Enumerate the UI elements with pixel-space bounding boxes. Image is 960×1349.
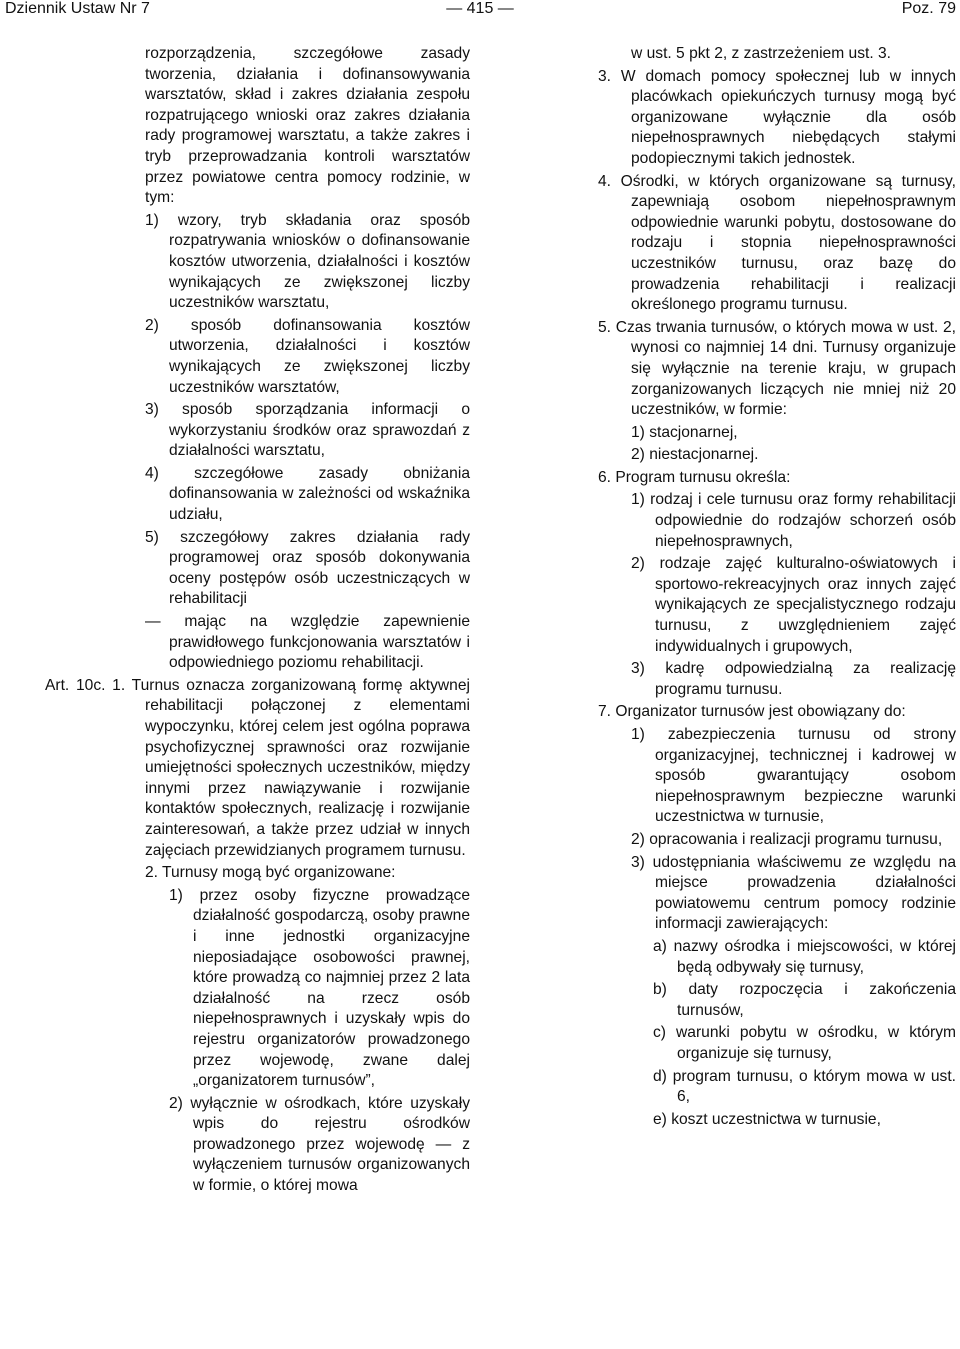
- paragraph-r7-3: 3) udostępniania właściwemu ze względu na miejsce prowadzenia działalności powiatowemu centrum pomocy rodzinie informacji zawierających:: [631, 853, 956, 933]
- paragraph-dash: — mając na względzie zapewnienie prawidłowego funkcjonowania warsztatów i odpowiedniego poziomu rehabilitacji.: [145, 613, 470, 672]
- paragraph-r7-3b: b) daty rozpoczęcia i zakończenia turnusów,: [653, 981, 956, 1019]
- paragraph-r6: 6. Program turnusu określa:: [598, 468, 791, 486]
- paragraph-r7-3e: e) koszt uczestnictwa w turnusie,: [653, 1110, 881, 1128]
- paragraph-r5: 5. Czas trwania turnusów, o których mowa w ust. 2, wynosi co najmniej 14 dni. Turnusy organizuje się wyłącznie na terenie kraju, w grupach zorganizowanych liczących nie mniej niż 20 uczestników, w formie:: [598, 318, 956, 419]
- paragraph-r7: 7. Organizator turnusów jest obowiązany do:: [598, 703, 906, 721]
- page-header: [0, 0, 960, 22]
- paragraph-intro: rozporządzenia, szczegółowe zasady tworzenia, działania i dofinansowywania warsztatów, skład i zakres działania zespołu rozpatrującego wnioski oraz zakres działania rady programowej warsztatu, a także zakres i tryb przeprowadzania kontroli warsztatów przez powiatowe centra pomocy rodzinie, w tym:: [145, 45, 470, 207]
- paragraph-r7-2: 2) opracowania i realizacji programu turnusu,: [631, 830, 943, 848]
- paragraph-l3: 3) sposób sporządzania informacji o wykorzystaniu środków oraz sprawozdań z działalności warsztatu,: [145, 401, 470, 460]
- paragraph-r7-3a: a) nazwy ośrodka i miejscowości, w której będą odbywały się turnusy,: [653, 937, 956, 976]
- paragraph-r0: w ust. 5 pkt 2, z zastrzeżeniem ust. 3.: [631, 45, 891, 62]
- paragraph-r6-2: 2) rodzaje zajęć kulturalno-oświatowych i sportowo-rekreacyjnych oraz innych zajęć wynikających ze specjalistycznego rodzaju turnusu, z uwzględnieniem zajęć indywidualnych i grupowych,: [631, 555, 956, 655]
- paragraph-r5-1: 1) stacjonarnej,: [631, 423, 738, 441]
- journal-title: Dziennik Ustaw Nr 7: [5, 0, 150, 17]
- left-column: [45, 44, 470, 1197]
- paragraph-r3: 3. W domach pomocy społecznej lub w innych placówkach opiekuńczych turnusy mogą być organizowane wyłącznie dla osób niepełnosprawnych niebędących stałymi podopiecznymi takich jednostek.: [598, 67, 956, 167]
- position-number: Poz. 79: [901, 0, 956, 17]
- paragraph-art: Art. 10c. 1. Turnus oznacza zorganizowaną formę aktywnej rehabilitacji połączonej z elementami wypoczynku, której celem jest ogólna poprawa psychofizycznej sprawności oraz rozwijanie umiejętności społecznych uczestników, między innymi przez nawiązywanie i rozwijanie kontaktów społecznych, realizację i rozwijanie zainteresowań, a także przez udział w innych zajęciach przewidzianych programem turnusu.: [45, 676, 470, 859]
- paragraph-p2: 2. Turnusy mogą być organizowane:: [145, 864, 396, 882]
- paragraph-r5-2: 2) niestacjonarnej.: [631, 446, 759, 464]
- page-number: — 415 —: [446, 0, 514, 17]
- paragraph-r6-1: 1) rodzaj i cele turnusu oraz formy rehabilitacji odpowiednie do rodzajów schorzeń osób niepełnosprawnych,: [631, 491, 956, 550]
- paragraph-l5: 5) szczegółowy zakres działania rady programowej oraz sposób dokonywania oceny postępów osób uczestniczących w rehabilitacji: [145, 528, 470, 608]
- paragraph-l1: 1) wzory, tryb składania oraz sposób rozpatrywania wniosków o dofinansowanie kosztów utworzenia, działalności i kosztów wynikających ze zwiększonej liczby uczestników warsztatu,: [145, 211, 470, 312]
- paragraph-r6-3: 3) kadrę odpowiedzialną za realizację programu turnusu.: [631, 660, 956, 698]
- paragraph-r7-1: 1) zabezpieczenia turnusu od strony organizacyjnej, technicznej i kadrowej w sposób gwarantujący osobom niepełnosprawnym bezpieczne warunki uczestnictwa w turnusie,: [631, 726, 956, 826]
- paragraph-l4: 4) szczegółowe zasady obniżania dofinansowania w zależności od wskaźnika udziału,: [145, 464, 470, 524]
- paragraph-p2-1: 1) przez osoby fizyczne prowadzące działalność gospodarczą, osoby prawne i inne jednostki organizacyjne nieposiadające osobowości prawnej, które prowadzą co najmniej przez 2 lata działalność na rzecz osób niepełnosprawnych i uzyskały wpis do rejestru organizatorów prowadzonego przez wojewodę, zwane dalej „organizatorem turnusów”,: [169, 886, 470, 1090]
- paragraph-r7-3d: d) program turnusu, o którym mowa w ust. 6,: [653, 1067, 956, 1106]
- paragraph-r4: 4. Ośrodki, w których organizowane są turnusy, zapewniają osobom niepełnosprawnym odpowiednie warunki pobytu, dostosowane do rodzaju i stopnia niepełnosprawności uczestników turnusu, oraz bazę do prowadzenia rehabilitacji i realizacji określonego programu turnusu.: [598, 172, 956, 314]
- paragraph-r7-3c: c) warunki pobytu w ośrodku, w którym organizuje się turnusy,: [653, 1024, 956, 1062]
- paragraph-p2-2: 2) wyłącznie w ośrodkach, które uzyskały wpis do rejestru ośrodków prowadzonego przez wojewodę — z wyłączeniem turnusów organizowanych w formie, o której mowa: [169, 1094, 470, 1195]
- paragraph-l2: 2) sposób dofinansowania kosztów utworzenia, działalności i kosztów wynikających ze zwiększonej liczby uczestników warsztatów,: [145, 316, 470, 396]
- right-column: [598, 44, 956, 1130]
